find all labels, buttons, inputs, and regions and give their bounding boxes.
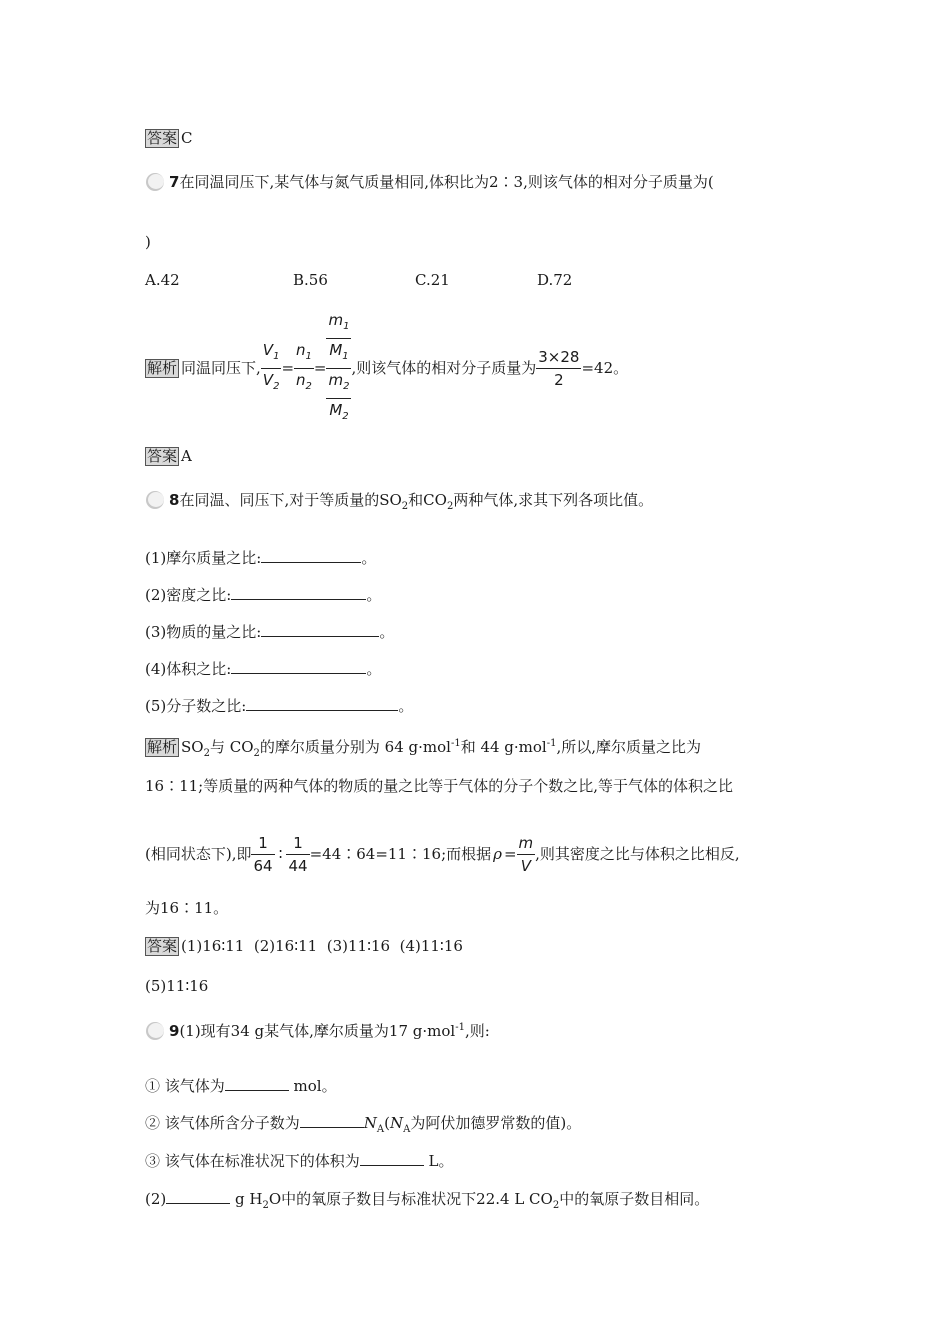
fraction-result: $\frac{3\times 28}{2}$ [538, 347, 580, 389]
fraction-mass-over-molar: $\frac{\frac{m_1}{M_1}}{\frac{m_2}{M_2}}$ [328, 310, 350, 422]
fraction-1-44: $\frac{1}{44}$ [288, 833, 308, 875]
q8-stem: 8在同温、同压下,对于等质量的$SO_2$和$CO_2$两种气体,求其下列各项比值。 [145, 490, 653, 517]
q7-stem-end: ) [145, 233, 151, 251]
q7-analysis-end: =42。 [581, 359, 629, 377]
q8-answer-line1: 答案 (1)16∶11 (2)16∶11 (3)11∶16 (4)11∶16 [147, 937, 463, 955]
q9-item-3: ③ 该气体在标准状况下的体积为 L。 [145, 1152, 454, 1170]
answer-blank[interactable] [300, 1113, 364, 1128]
answer-blank[interactable] [246, 696, 398, 711]
question-marker-icon [145, 491, 167, 511]
q7-stem-text: 在同温同压下,某气体与氮气质量相同,体积比为2∶3,则该气体的相对分子质量为( [179, 173, 714, 191]
q8-analysis-line2: 16∶11;等质量的两种气体的物质的量之比等于气体的分子个数之比,等于气体的体积之比 [145, 777, 733, 795]
q7-option-c: C.21 [415, 271, 450, 289]
q8-analysis-line1: 解析 $SO_2$与 $CO_2$的摩尔质量分别为 64 g·mol$^{-1}$和 44 g·mol$^{-1}$,所以,摩尔质量之比为 [147, 738, 702, 759]
q9-stem: 9(1)现有34 g某气体,摩尔质量为17 g·mol$^{-1}$,则: [145, 1018, 490, 1042]
answer-tag: 答案 [147, 937, 178, 955]
question-marker-icon [145, 173, 167, 193]
answer-blank[interactable] [360, 1151, 424, 1166]
q8-item-4: (4)体积之比: 。 [145, 660, 382, 678]
q7-stem [145, 172, 714, 193]
answer-blank[interactable] [231, 585, 366, 600]
q8-analysis-line4: 为16∶11。 [145, 899, 229, 917]
question-marker-icon [145, 1022, 167, 1042]
fraction-1-64: $\frac{1}{64}$ [253, 833, 273, 875]
answer-tag: 答案 [147, 447, 178, 465]
q8-item-2: (2)密度之比: 。 [145, 586, 382, 604]
fraction-v1-v2: $\frac{V_1}{V_2}$ [262, 340, 280, 392]
q7-answer-line [145, 446, 192, 466]
q7-option-b: B.56 [293, 271, 328, 289]
q9-part-2: (2) g $H_2O$中的氧原子数目与标准状况下22.4 L $CO_2$中的氧原子数目相同。 [145, 1190, 710, 1211]
q7-option-a: A.42 [145, 271, 180, 289]
q8-item-3: (3)物质的量之比: 。 [145, 623, 395, 641]
q8-item-5: (5)分子数之比: 。 [145, 697, 414, 715]
q9-item-2: ② 该气体所含分子数为 $N_A(N_A$为阿伏加德罗常数的值)。 [145, 1114, 582, 1135]
q9-number: 9 [169, 1022, 180, 1040]
q7-answer: A [181, 447, 192, 465]
answer-tag: 答案 [147, 129, 178, 147]
q7-option-d: D.72 [537, 271, 573, 289]
fraction-m-v: $\frac{m}{V}$ [518, 833, 534, 875]
q8-number: 8 [169, 491, 180, 509]
analysis-tag: 解析 [147, 358, 178, 377]
answer-blank[interactable] [261, 548, 361, 563]
fraction-n1-n2: $\frac{n_1}{n_2}$ [296, 340, 312, 392]
answer-blank[interactable] [231, 659, 366, 674]
q7-analysis: 解析 同温同压下, $\frac{V_1}{V_2}$ = $\frac{n_1}{n_2}$ = $\frac{\frac{m_1}{M_1}}{\frac{m_2}{M_2}}$ ,则该气体的相对分子质量为 $\frac{3\times 28}{2}$ =42。 [145, 316, 628, 420]
q7-number: 7 [169, 173, 180, 191]
q6-answer-line [145, 128, 193, 148]
q9-item-1: ① 该气体为 mol。 [145, 1077, 337, 1095]
q6-answer: C [181, 129, 193, 147]
q8-answer-line2: (5)11∶16 [145, 977, 209, 995]
answer-blank[interactable] [166, 1189, 230, 1204]
answer-blank[interactable] [225, 1076, 289, 1091]
q7-analysis-prefix: 同温同压下, [181, 359, 261, 377]
q8-item-1: (1)摩尔质量之比: 。 [145, 549, 377, 567]
analysis-tag: 解析 [147, 738, 178, 756]
q8-analysis-line3: (相同状态下),即 $\frac{1}{64}$ ∶ $\frac{1}{44}$ =44∶64=11∶16;而根据 ρ = $\frac{m}{V}$ ,则其密度之比与体积之比相反, [145, 833, 740, 875]
q7-options [145, 270, 745, 290]
q7-analysis-mid: ,则该气体的相对分子质量为 [351, 359, 537, 377]
answer-blank[interactable] [261, 622, 379, 637]
